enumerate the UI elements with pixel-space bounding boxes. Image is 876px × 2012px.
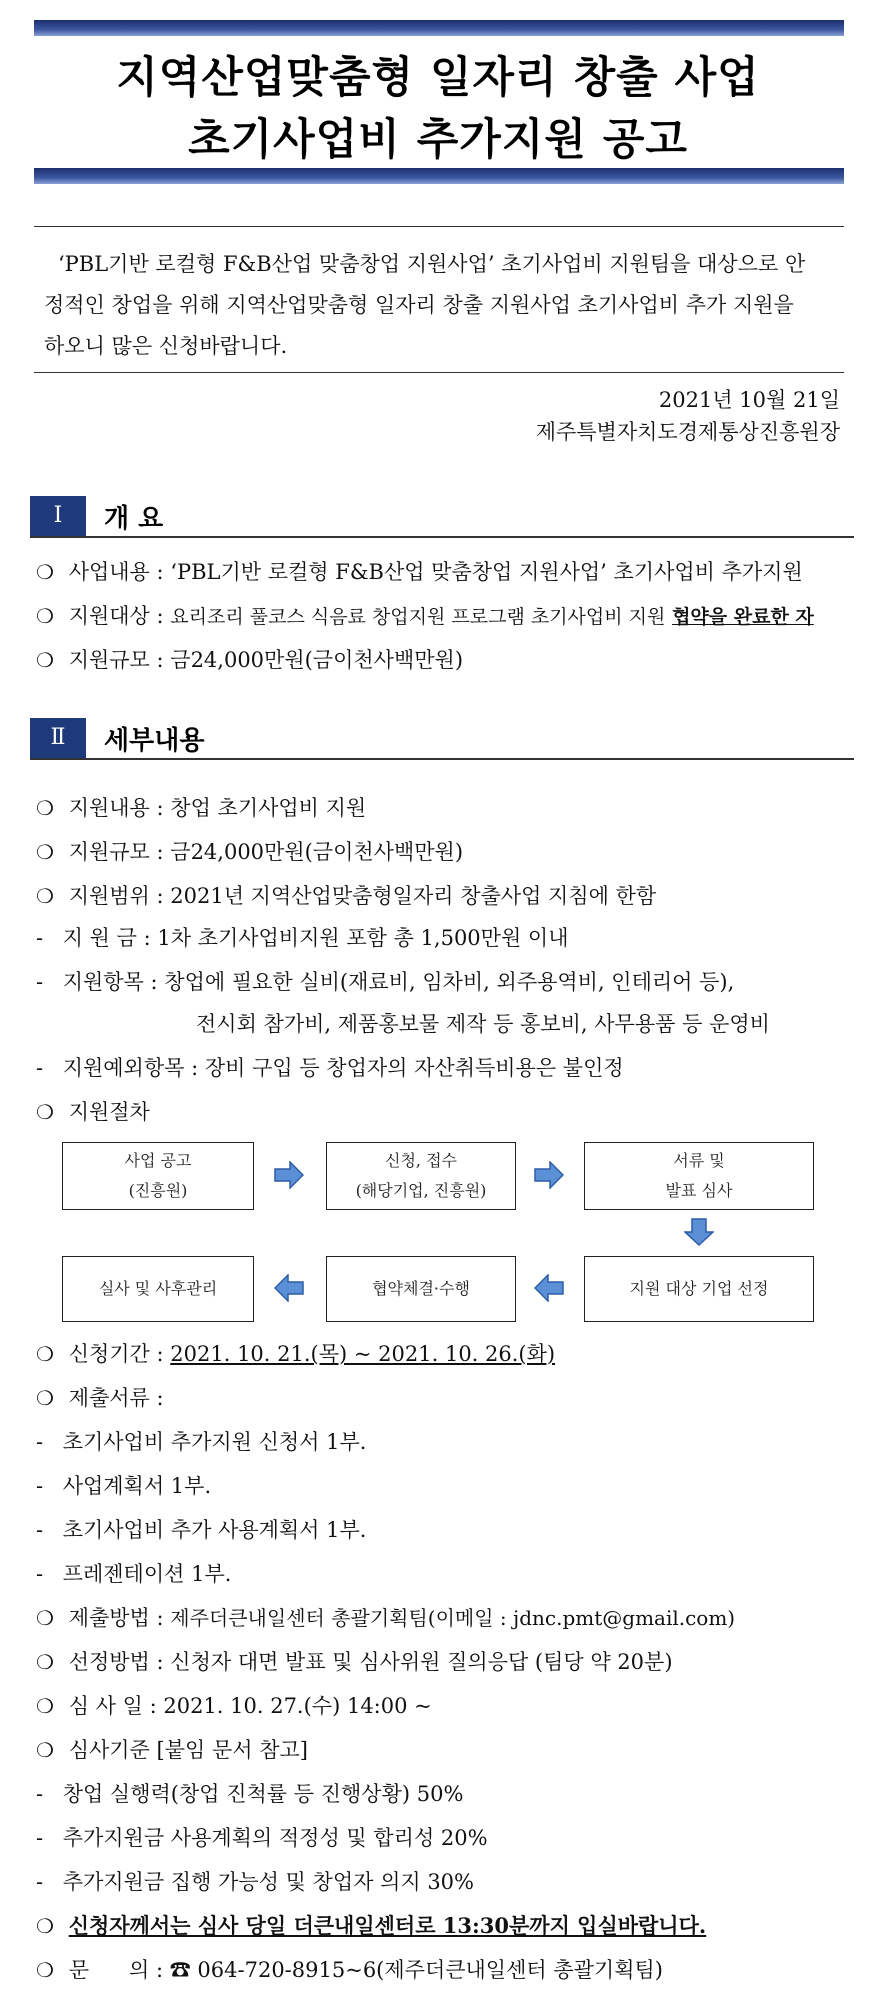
circle-bullet-icon: ❍ xyxy=(36,884,54,908)
s2-item-categories-cont: 전시회 참가비, 제품홍보물 제작 등 홍보비, 사무용품 등 운영비 xyxy=(196,1012,770,1036)
circle-bullet-icon: ❍ xyxy=(36,1386,54,1410)
s2-doc-value: 사업계획서 1부. xyxy=(62,1474,212,1498)
flow-box-aftercare xyxy=(62,1256,254,1322)
s2-item-content xyxy=(36,792,366,822)
arrow-right-icon xyxy=(534,1161,564,1189)
s2-criteria-value: 추가지원금 집행 가능성 및 창업자 의지 30% xyxy=(62,1870,474,1894)
dash-bullet: - xyxy=(36,1056,44,1080)
s2-item-contact xyxy=(36,1954,663,1984)
s2-item-value: 신청자 대면 발표 및 심사위원 질의응답 (팀당 약 20분) xyxy=(170,1650,673,1674)
s1-item-target xyxy=(36,600,814,630)
circle-bullet-icon: ❍ xyxy=(36,648,54,672)
circle-bullet-icon: ❍ xyxy=(36,560,54,584)
section2-header xyxy=(30,718,854,760)
s1-item-label: 사업내용 : xyxy=(68,560,164,584)
dash-bullet: - xyxy=(36,1518,44,1542)
intro-rule-bottom xyxy=(34,372,844,373)
s2-item-categories xyxy=(36,966,734,996)
s2-item-value: 2021. 10. 27.(수) 14:00 ~ xyxy=(163,1694,432,1718)
s2-doc-presentation xyxy=(36,1558,231,1588)
s2-item-label: 지원범위 : xyxy=(68,884,164,908)
title-bar-bottom xyxy=(34,168,844,184)
s2-item-documents xyxy=(36,1382,164,1412)
s2-item-label: 심사기준 [붙임 문서 참고] xyxy=(68,1738,308,1762)
flow-box-line1: 실사 및 사후관리 xyxy=(98,1279,218,1298)
dash-bullet: - xyxy=(36,970,44,994)
s1-item-value: 금24,000만원(금이천사백만원) xyxy=(170,648,464,672)
flow-box-line1: 사업 공고 xyxy=(124,1151,192,1170)
s2-criteria-feasibility xyxy=(36,1866,474,1896)
doc-title-line2: 초기사업비 추가지원 공고 xyxy=(188,115,688,165)
dash-bullet: - xyxy=(36,926,44,950)
s2-item-arrival-notice xyxy=(36,1910,706,1940)
intro-line1: ‘PBL기반 로컬형 F&B산업 맞춤창업 지원사업’ 초기사업비 지원팀을 대상으로 안 xyxy=(58,252,806,276)
circle-bullet-icon: ❍ xyxy=(36,1342,54,1366)
title-bar-top xyxy=(34,20,844,36)
doc-title-line1: 지역산업맞춤형 일자리 창출 사업 xyxy=(116,53,760,103)
flow-box-line2: (진흥원) xyxy=(128,1181,188,1200)
flow-box-application xyxy=(326,1142,516,1210)
s2-item-submission xyxy=(36,1602,735,1632)
circle-bullet-icon: ❍ xyxy=(36,604,54,628)
s2-item-label: 신청기간 : xyxy=(68,1342,164,1366)
s2-item-label: 지원내용 : xyxy=(68,796,164,820)
section1-number: Ⅰ xyxy=(30,496,86,536)
s2-item-label: 지 원 금 : xyxy=(62,926,151,950)
s2-criteria-adequacy xyxy=(36,1822,488,1852)
s2-doc-usage-plan xyxy=(36,1514,366,1544)
s2-item-amount xyxy=(36,922,569,952)
section2-number: Ⅱ xyxy=(30,718,86,758)
circle-bullet-icon: ❍ xyxy=(36,1914,54,1938)
section2-title: 세부내용 xyxy=(104,726,205,756)
s2-doc-business-plan xyxy=(36,1470,211,1500)
s2-item-label: 선정방법 : xyxy=(68,1650,164,1674)
s2-item-selection-method xyxy=(36,1646,673,1676)
section2-underline xyxy=(30,758,854,760)
s2-item-label: 심 사 일 : xyxy=(68,1694,157,1718)
section1-header xyxy=(30,496,854,538)
intro-text xyxy=(44,244,840,367)
s2-item-value: 창업에 필요한 실비(재료비, 임차비, 외주용역비, 인테리어 등), xyxy=(164,970,735,994)
flow-box-review xyxy=(584,1142,814,1210)
flow-box-line2: (해당기업, 진흥원) xyxy=(355,1181,487,1200)
circle-bullet-icon: ❍ xyxy=(36,1100,54,1124)
s2-item-period xyxy=(36,1338,555,1368)
circle-bullet-icon: ❍ xyxy=(36,796,54,820)
arrow-right-icon xyxy=(274,1161,304,1189)
section1-underline xyxy=(30,536,854,538)
intro-line3: 하오니 많은 신청바랍니다. xyxy=(44,334,288,358)
flow-box-selection xyxy=(584,1256,814,1322)
s2-notice-value: 신청자께서는 심사 당일 더큰내일센터로 13:30분까지 입실바랍니다. xyxy=(68,1913,707,1938)
s2-item-label: 지원규모 : xyxy=(68,840,164,864)
dash-bullet: - xyxy=(36,1782,44,1806)
circle-bullet-icon: ❍ xyxy=(36,1694,54,1718)
s2-item-exceptions xyxy=(36,1052,624,1082)
s2-item-review-date xyxy=(36,1690,432,1720)
arrow-left-icon xyxy=(534,1274,564,1302)
s1-item-value: 요리조리 풀코스 식음료 창업지원 프로그램 초기사업비 지원 xyxy=(170,606,666,628)
circle-bullet-icon: ❍ xyxy=(36,1958,54,1982)
s2-item-value: 창업 초기사업비 지원 xyxy=(170,796,367,820)
circle-bullet-icon: ❍ xyxy=(36,1606,54,1630)
flow-box-line2: 발표 심사 xyxy=(665,1181,733,1200)
s2-item-label: 지원예외항목 : xyxy=(62,1056,199,1080)
s2-criteria-value: 창업 실행력(창업 진척률 등 진행상황) 50% xyxy=(62,1782,464,1806)
dash-bullet: - xyxy=(36,1826,44,1850)
s2-item-scale xyxy=(36,836,463,866)
s2-item-label: 제출방법 : xyxy=(68,1606,164,1630)
s1-item-business xyxy=(36,556,803,586)
flow-box-line1: 협약체결·수행 xyxy=(372,1279,470,1298)
s2-item-value: 2021. 10. 21.(목) ~ 2021. 10. 26.(화) xyxy=(170,1342,556,1366)
s2-criteria-execution xyxy=(36,1778,463,1808)
flow-box-line1: 신청, 접수 xyxy=(385,1151,457,1170)
arrow-down-icon xyxy=(684,1218,714,1246)
flow-box-line1: 지원 대상 기업 선정 xyxy=(629,1279,769,1298)
s2-doc-value: 초기사업비 추가지원 신청서 1부. xyxy=(62,1430,367,1454)
s1-item-emphasis: 협약을 완료한 자 xyxy=(672,606,814,628)
s2-item-range xyxy=(36,880,656,910)
s2-doc-value: 초기사업비 추가 사용계획서 1부. xyxy=(62,1518,367,1542)
circle-bullet-icon: ❍ xyxy=(36,840,54,864)
s2-item-value: 제주더큰내일센터 총괄기획팀(이메일 : jdnc.pmt@gmail.com) xyxy=(170,1606,736,1630)
dash-bullet: - xyxy=(36,1430,44,1454)
flow-box-agreement xyxy=(326,1256,516,1322)
s1-item-label: 지원규모 : xyxy=(68,648,164,672)
issuing-organization: 제주특별자치도경제통상진흥원장 xyxy=(535,420,840,444)
flow-box-line1: 서류 및 xyxy=(673,1151,725,1170)
s2-item-criteria xyxy=(36,1734,308,1764)
s2-item-label: 지원항목 : xyxy=(62,970,158,994)
s1-item-value: ‘PBL기반 로컬형 F&B산업 맞춤창업 지원사업’ 초기사업비 추가지원 xyxy=(170,560,803,584)
s2-item-procedure xyxy=(36,1096,150,1126)
s2-item-label: 제출서류 : xyxy=(68,1386,164,1410)
s2-doc-value: 프레젠테이션 1부. xyxy=(62,1562,232,1586)
notice-date: 2021년 10월 21일 xyxy=(658,388,840,412)
circle-bullet-icon: ❍ xyxy=(36,1738,54,1762)
s2-item-value: ☎ 064-720-8915~6(제주더큰내일센터 총괄기획팀) xyxy=(169,1958,663,1982)
intro-line2: 정적인 창업을 위해 지역산업맞춤형 일자리 창출 지원사업 초기사업비 추가 지원을 xyxy=(44,293,794,317)
s2-item-value: 장비 구입 등 창업자의 자산취득비용은 불인정 xyxy=(204,1056,624,1080)
s2-doc-application xyxy=(36,1426,366,1456)
arrow-left-icon xyxy=(274,1274,304,1302)
section1-title: 개 요 xyxy=(104,504,164,534)
flow-box-announcement xyxy=(62,1142,254,1210)
dash-bullet: - xyxy=(36,1474,44,1498)
s2-item-value: 금24,000만원(금이천사백만원) xyxy=(170,840,464,864)
s2-criteria-value: 추가지원금 사용계획의 적정성 및 합리성 20% xyxy=(62,1826,488,1850)
dash-bullet: - xyxy=(36,1562,44,1586)
s2-item-label: 지원절차 xyxy=(68,1100,150,1124)
intro-rule-top xyxy=(34,226,844,227)
circle-bullet-icon: ❍ xyxy=(36,1650,54,1674)
s2-item-value: 1차 초기사업비지원 포함 총 1,500만원 이내 xyxy=(157,926,569,950)
s2-item-value: 2021년 지역산업맞춤형일자리 창출사업 지침에 한함 xyxy=(170,884,657,908)
s1-item-label: 지원대상 : xyxy=(68,604,164,628)
s1-item-scale xyxy=(36,644,463,674)
s2-item-label: 문 의 : xyxy=(68,1958,164,1982)
dash-bullet: - xyxy=(36,1870,44,1894)
